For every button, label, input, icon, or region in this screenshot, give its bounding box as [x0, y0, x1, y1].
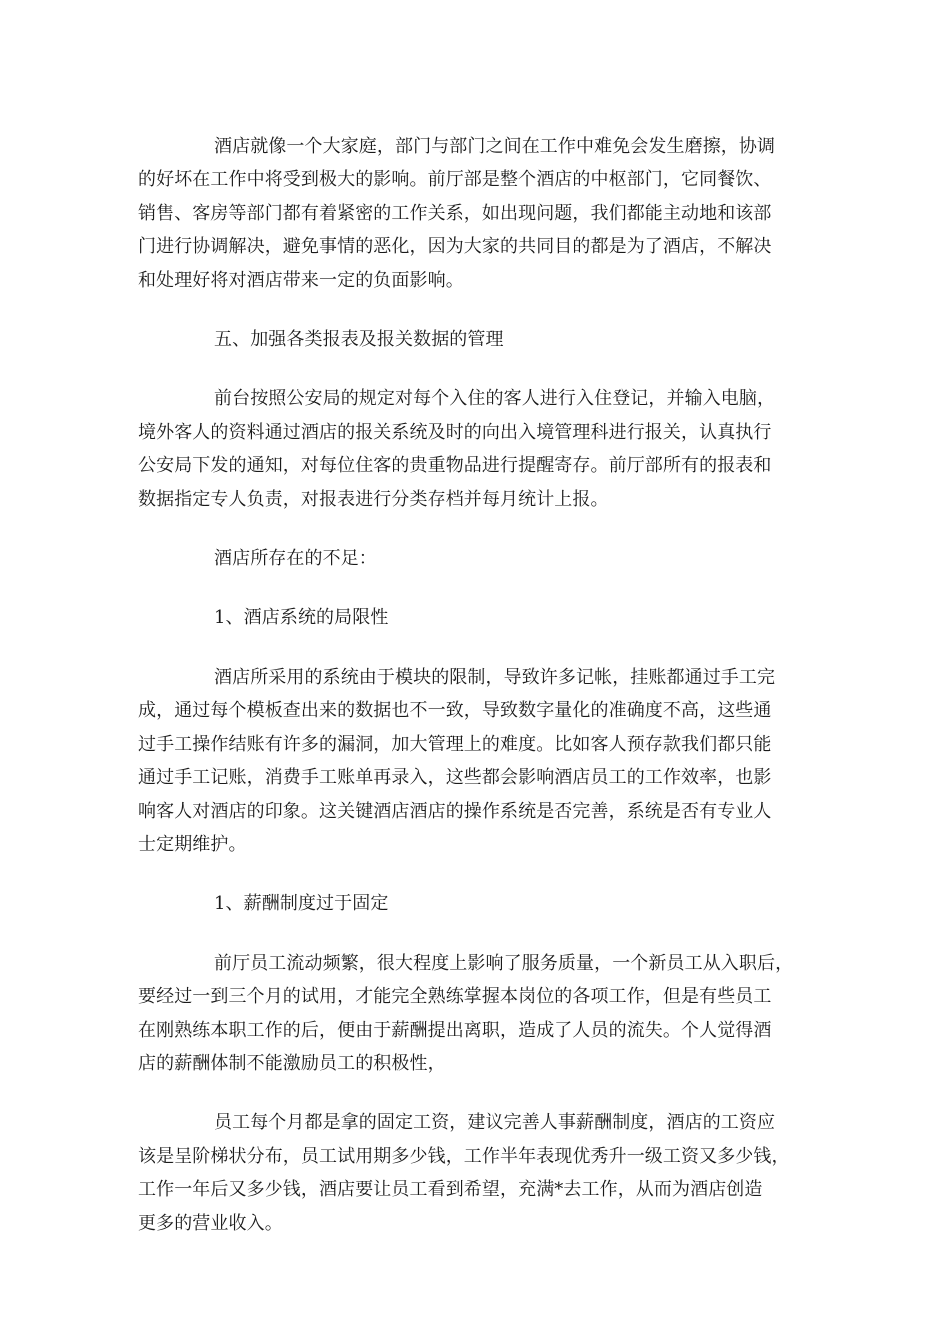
- section-heading-salary: [138, 887, 814, 920]
- heading-text: 1、薪酬制度过于固定: [214, 893, 389, 915]
- section-heading-system: [138, 601, 814, 634]
- text-line: 员工每个月都是拿的固定工资，建议完善人事薪酬制度，酒店的工资应: [214, 1112, 776, 1134]
- text-line: 的好坏在工作中将受到极大的影响。前厅部是整个酒店的中枢部门，它同餐饮、: [138, 169, 772, 191]
- paragraph-system: [138, 661, 814, 861]
- text-line: 该是呈阶梯状分布，员工试用期多少钱，工作半年表现优秀升一级工资又多少钱，: [138, 1145, 790, 1167]
- text-line: 境外客人的资料通过酒店的报关系统及时的向出入境管理科进行报关，认真执行: [138, 421, 772, 443]
- heading-text: 酒店所存在的不足：: [214, 548, 377, 570]
- text-line: 和处理好将对酒店带来一定的负面影响。: [138, 269, 464, 291]
- paragraph-cooperation: [138, 130, 814, 297]
- text-line: 工作一年后又多少钱，酒店要让员工看到希望，充满*去工作，从而为酒店创造: [138, 1179, 763, 1201]
- text-line: 前厅员工流动频繁，很大程度上影响了服务质量，一个新员工从入职后，: [214, 952, 794, 974]
- text-line: 要经过一到三个月的试用，才能完全熟练掌握本岗位的各项工作，但是有些员工: [138, 986, 772, 1008]
- shortcomings-title: [138, 542, 814, 575]
- text-line: 公安局下发的通知，对每位住客的贵重物品进行提醒寄存。前厅部所有的报表和: [138, 455, 772, 477]
- heading-text: 1、酒店系统的局限性: [214, 607, 389, 629]
- text-line: 在刚熟练本职工作的后，便由于薪酬提出离职，造成了人员的流失。个人觉得酒: [138, 1019, 772, 1041]
- text-line: 店的薪酬体制不能激励员工的积极性，: [138, 1052, 446, 1074]
- text-line: 酒店所采用的系统由于模块的限制，导致许多记帐，挂账都通过手工完: [214, 666, 776, 688]
- text-line: 酒店就像一个大家庭，部门与部门之间在工作中难免会发生磨擦，协调: [214, 136, 776, 157]
- text-line: 士定期维护。: [138, 833, 247, 855]
- text-line: 成，通过每个模板查出来的数据也不一致，导致数字量化的准确度不高，这些通: [138, 700, 772, 722]
- text-line: 通过手工记账，消费手工账单再录入，这些都会影响酒店员工的工作效率，也影: [138, 767, 772, 789]
- document-page: [138, 130, 814, 1240]
- text-line: 响客人对酒店的印象。这关键酒店酒店的操作系统是否完善，系统是否有专业人: [138, 800, 772, 822]
- text-line: 门进行协调解决，避免事情的恶化，因为大家的共同目的都是为了酒店，不解决: [138, 236, 772, 258]
- paragraph-salary-suggestion: [138, 1106, 814, 1240]
- text-line: 数据指定专人负责，对报表进行分类存档并每月统计上报。: [138, 488, 609, 510]
- text-line: 更多的营业收入。: [138, 1212, 283, 1234]
- text-line: 销售、客房等部门都有着紧密的工作关系，如出现问题，我们都能主动地和该部: [138, 202, 772, 224]
- heading-text: 五、加强各类报表及报关数据的管理: [214, 329, 504, 351]
- text-line: 过手工操作结账有许多的漏洞，加大管理上的难度。比如客人预存款我们都只能: [138, 733, 772, 755]
- text-line: 前台按照公安局的规定对每个入住的客人进行入住登记，并输入电脑，: [214, 388, 776, 410]
- paragraph-reports: [138, 382, 814, 516]
- paragraph-salary: [138, 947, 814, 1081]
- section-heading-reports: [138, 323, 814, 356]
